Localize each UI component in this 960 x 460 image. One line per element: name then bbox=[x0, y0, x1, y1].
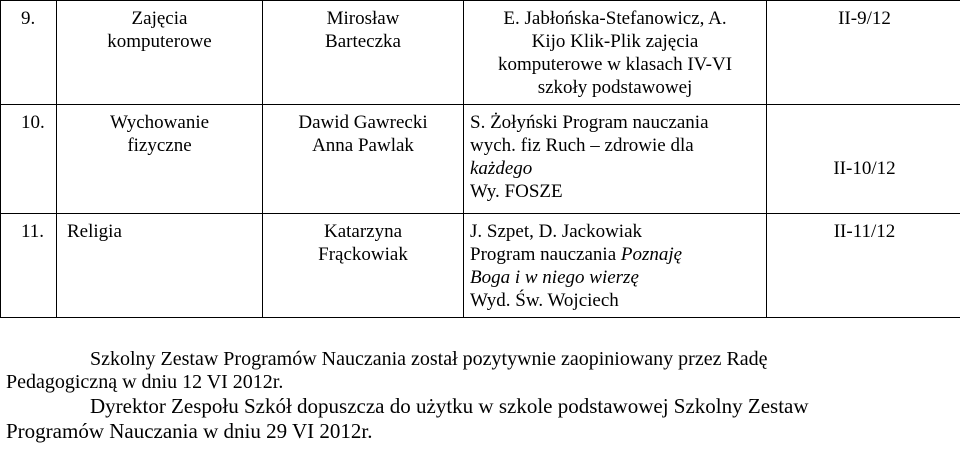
teacher-name bbox=[263, 214, 463, 266]
subject-line: Zajęcia bbox=[131, 8, 188, 29]
teacher-cell bbox=[263, 1, 464, 105]
program-line-plain: Program nauczania bbox=[470, 244, 621, 265]
program-line: Boga i w niego wierzę bbox=[470, 267, 639, 288]
program-publisher: Wyd. Św. Wojciech bbox=[470, 290, 619, 311]
table-row bbox=[1, 214, 960, 318]
subject-cell bbox=[57, 1, 263, 105]
program-line: S. Żołyński Program nauczania bbox=[470, 112, 709, 133]
program-publisher: Wy. FOSZE bbox=[470, 181, 563, 202]
program-description bbox=[464, 214, 766, 312]
program-code-cell bbox=[767, 105, 960, 214]
row-number: 9. bbox=[21, 8, 36, 29]
program-code-cell bbox=[767, 214, 960, 318]
subject-line: fizyczne bbox=[127, 135, 192, 156]
row-number-cell bbox=[1, 214, 57, 318]
program-code: II-11/12 bbox=[833, 221, 896, 242]
teacher-line: Frąckowiak bbox=[318, 244, 408, 265]
table-row bbox=[1, 1, 960, 105]
program-line: Kijo Klik-Plik zajęcia bbox=[531, 31, 699, 52]
teacher-line: Dawid Gawrecki bbox=[298, 112, 428, 133]
teacher-name bbox=[263, 1, 463, 53]
approval-line: Szkolny Zestaw Programów Nauczania został pozytywnie zaopiniowany przez Radę bbox=[90, 348, 768, 370]
program-line: J. Szpet, D. Jackowiak bbox=[470, 221, 643, 242]
teacher-cell bbox=[263, 214, 464, 318]
program-cell bbox=[464, 105, 767, 214]
subject-name bbox=[57, 105, 262, 157]
teacher-name bbox=[263, 105, 463, 157]
row-number: 11. bbox=[21, 221, 45, 242]
subject-cell bbox=[57, 214, 263, 318]
director-line: Programów Nauczania w dniu 29 VI 2012r. bbox=[6, 419, 373, 443]
row-number-cell bbox=[1, 105, 57, 214]
program-description bbox=[464, 105, 766, 203]
director-line: Dyrektor Zespołu Szkół dopuszcza do użytku w szkole podstawowej Szkolny Zestaw bbox=[90, 394, 809, 418]
subject-name bbox=[57, 1, 262, 53]
program-cell bbox=[464, 1, 767, 105]
subject-name bbox=[57, 214, 262, 243]
row-number: 10. bbox=[21, 112, 45, 133]
subject-line: Wychowanie bbox=[109, 112, 210, 133]
subject-line: komputerowe bbox=[107, 31, 212, 52]
teacher-line: Anna Pawlak bbox=[312, 135, 414, 156]
program-line-italic: Poznaję bbox=[620, 244, 683, 265]
subject-line: Religia bbox=[67, 221, 122, 242]
program-line: każdego bbox=[470, 158, 533, 179]
approval-notes bbox=[6, 348, 956, 444]
row-number-cell bbox=[1, 1, 57, 105]
program-code: II-9/12 bbox=[838, 8, 891, 29]
program-line: E. Jabłońska-Stefanowicz, A. bbox=[503, 8, 727, 29]
table-row bbox=[1, 105, 960, 214]
teacher-line: Katarzyna bbox=[323, 221, 403, 242]
teacher-line: Barteczka bbox=[325, 31, 401, 52]
program-line bbox=[470, 243, 762, 266]
program-line: szkoły podstawowej bbox=[537, 77, 693, 98]
subject-cell bbox=[57, 105, 263, 214]
program-code: II-10/12 bbox=[833, 158, 896, 179]
program-code-cell bbox=[767, 1, 960, 105]
program-cell bbox=[464, 214, 767, 318]
teacher-line: Mirosław bbox=[326, 8, 400, 29]
program-line: komputerowe w klasach IV-VI bbox=[497, 54, 733, 75]
program-line: wych. fiz Ruch – zdrowie dla bbox=[470, 135, 694, 156]
teacher-cell bbox=[263, 105, 464, 214]
program-description bbox=[464, 1, 766, 99]
approval-line: Pedagogiczną w dniu 12 VI 2012r. bbox=[6, 371, 284, 393]
